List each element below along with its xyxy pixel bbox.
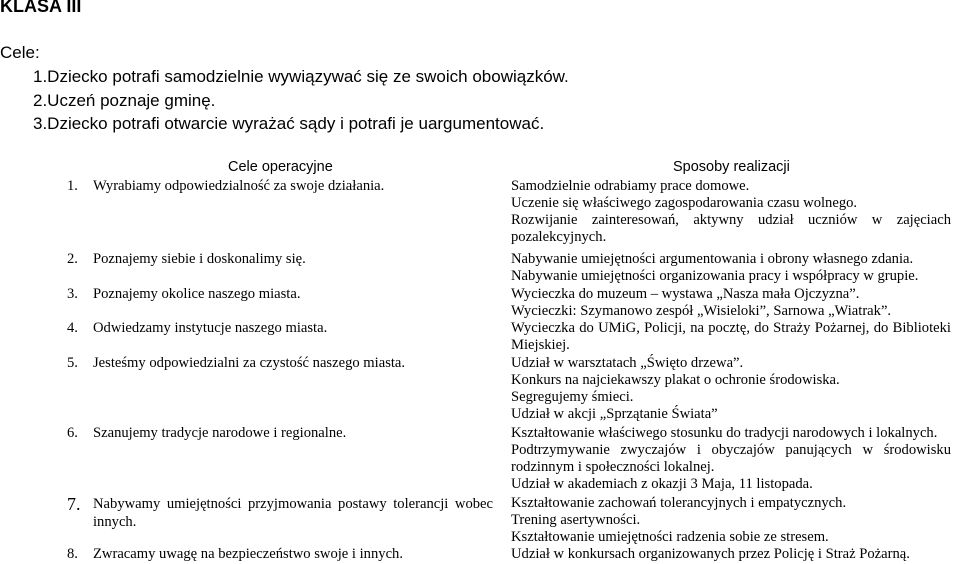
- row-number: 6.: [67, 425, 78, 441]
- row-goal: Zwracamy uwagę na bezpieczeństwo swoje i innych.: [93, 546, 403, 562]
- row-way: Nabywanie umiejętności organizowania pracy i współpracy w grupie.: [511, 268, 919, 284]
- row-way: Segregujemy śmieci.: [511, 389, 634, 405]
- column-header-ways: Sposoby realizacji: [673, 159, 790, 175]
- row-way: Trening asertywności.: [511, 512, 641, 528]
- row-way: Kształtowanie zachowań tolerancyjnych i empatycznych.: [511, 495, 847, 511]
- row-way: Kształtowanie umiejętności radzenia sobie ze stresem.: [511, 529, 829, 545]
- row-way: Udział w akademiach z okazji 3 Maja, 11 listopada.: [511, 476, 813, 492]
- row-way: Rozwijanie zainteresowań, aktywny udział uczniów w zajęciach pozalekcyjnych.: [511, 212, 951, 245]
- goal-item: 3.Dziecko potrafi otwarcie wyrażać sądy i potrafi je uargumentować.: [33, 114, 545, 133]
- goal-item: 1.Dziecko potrafi samodzielnie wywiązywać się ze swoich obowiązków.: [33, 67, 569, 86]
- row-way: Nabywanie umiejętności argumentowania i obrony własnego zdania.: [511, 251, 914, 267]
- row-goal: Jesteśmy odpowiedzialni za czystość naszego miasta.: [93, 355, 406, 371]
- row-way: Kształtowanie właściwego stosunku do tradycji narodowych i lokalnych.: [511, 425, 938, 441]
- row-goal: Poznajemy okolice naszego miasta.: [93, 286, 301, 302]
- column-header-goals: Cele operacyjne: [228, 159, 333, 175]
- row-goal: Nabywamy umiejętności przyjmowania postawy tolerancji wobec innych.: [93, 496, 493, 530]
- row-way: Podtrzymywanie zwyczajów i obyczajów panujących w środowisku rodzinnym i społeczności lokalnej.: [511, 442, 951, 475]
- row-way: Samodzielnie odrabiamy prace domowe.: [511, 178, 750, 194]
- goal-item: 2.Uczeń poznaje gminę.: [33, 91, 216, 110]
- row-way: Udział w warsztatach „Święto drzewa”.: [511, 355, 744, 371]
- row-number: 4.: [67, 320, 78, 336]
- row-way: Wycieczki: Szymanowo zespół „Wisieloki”, Sarnowa „Wiatrak”.: [511, 303, 892, 319]
- row-way: Wycieczka do muzeum – wystawa „Nasza mała Ojczyzna”.: [511, 286, 860, 302]
- row-way: Uczenie się właściwego zagospodarowania czasu wolnego.: [511, 195, 858, 211]
- row-goal: Wyrabiamy odpowiedzialność za swoje działania.: [93, 178, 385, 194]
- row-goal: Odwiedzamy instytucje naszego miasta.: [93, 320, 328, 336]
- row-number: 5.: [67, 355, 78, 371]
- row-way: Udział w akcji „Sprzątanie Świata”: [511, 406, 718, 422]
- row-number: 1.: [67, 178, 78, 194]
- row-goal: Poznajemy siebie i doskonalimy się.: [93, 251, 306, 267]
- row-number: 3.: [67, 286, 78, 302]
- row-way: Udział w konkursach organizowanych przez Policję i Straż Pożarną.: [511, 546, 910, 562]
- page-title: KLASA III: [0, 0, 82, 16]
- row-number: 2.: [67, 251, 78, 267]
- row-way: Konkurs na najciekawszy plakat o ochronie środowiska.: [511, 372, 840, 388]
- row-number: 7.: [67, 494, 81, 514]
- row-goal: Szanujemy tradycje narodowe i regionalne.: [93, 425, 347, 441]
- row-number: 8.: [67, 546, 78, 562]
- row-way: Wycieczka do UMiG, Policji, na pocztę, do Straży Pożarnej, do Biblioteki Miejskiej.: [511, 320, 951, 353]
- goals-label: Cele:: [0, 43, 40, 62]
